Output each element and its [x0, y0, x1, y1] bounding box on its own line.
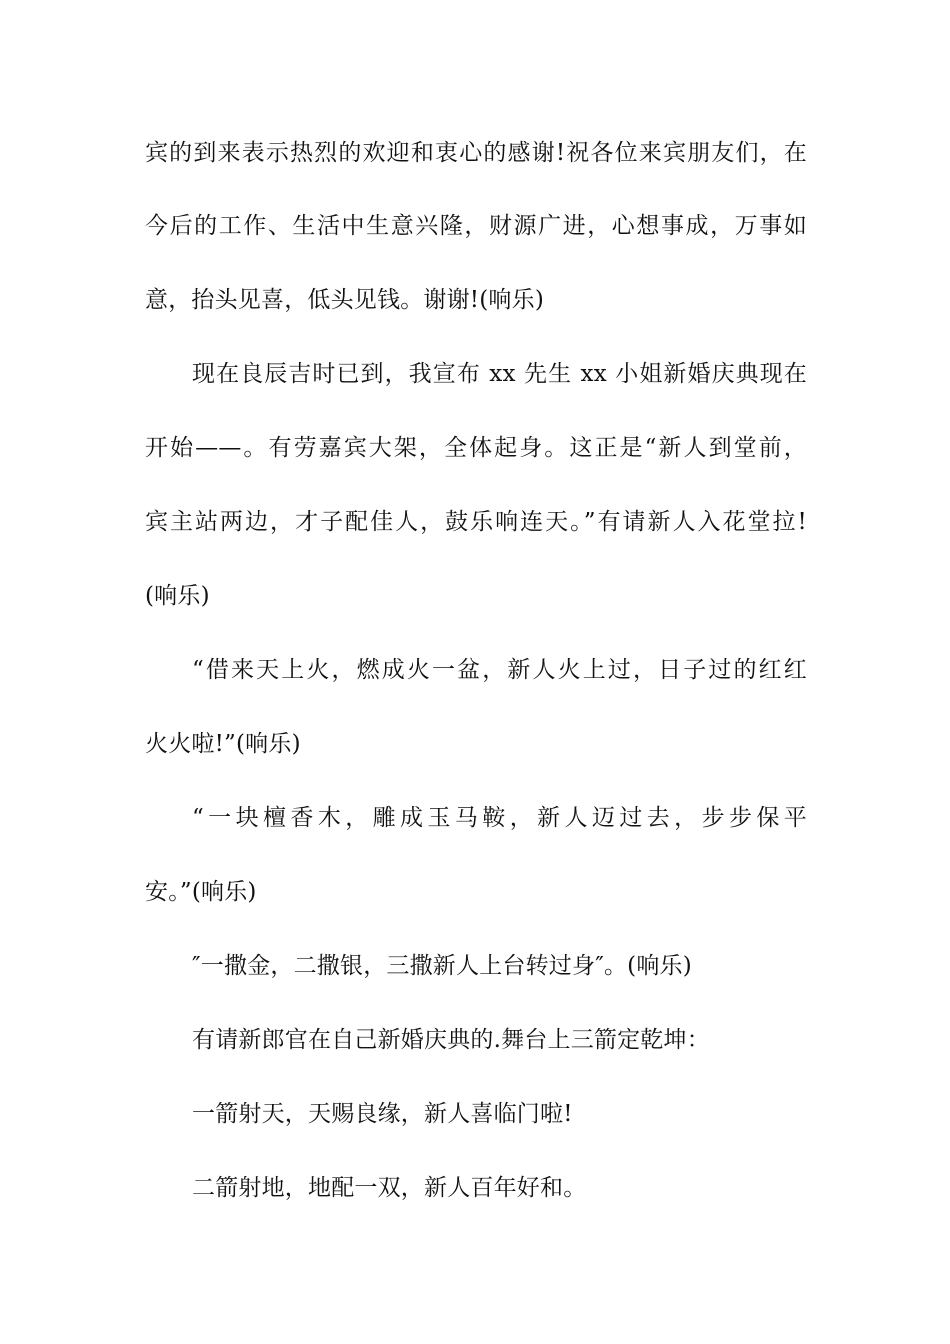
paragraph-line: (响乐) [145, 583, 210, 609]
paragraph-line: 今后的工作、生活中生意兴隆，财源广进，心想事成，万事如 [145, 213, 807, 239]
paragraph-line: ″一撒金，二撒银，三撒新人上台转过身″。(响乐) [192, 953, 692, 979]
paragraph-line: 安。”(响乐) [145, 879, 257, 905]
paragraph-line: 火火啦!”(响乐) [145, 731, 301, 757]
paragraph-line: 现在良辰吉时已到，我宣布 xx 先生 xx 小姐新婚庆典现在 [192, 361, 807, 387]
paragraph-line: 开始——。有劳嘉宾大架，全体起身。这正是“新人到堂前， [145, 435, 807, 461]
paragraph-line: 一箭射天，天赐良缘，新人喜临门啦! [192, 1101, 573, 1127]
paragraph-line: 二箭射地，地配一双，新人百年好和。 [192, 1175, 587, 1201]
paragraph-line: 宾的到来表示热烈的欢迎和衷心的感谢!祝各位来宾朋友们，在 [145, 140, 807, 166]
paragraph-line: 意，抬头见喜，低头见钱。谢谢!(响乐) [145, 287, 544, 313]
paragraph-line: “一块檀香木，雕成玉马鞍，新人迈过去，步步保平 [192, 805, 807, 831]
paragraph-line: 有请新郎官在自己新婚庆典的.舞台上三箭定乾坤： [192, 1027, 710, 1053]
paragraph-line: “借来天上火，燃成火一盆，新人火上过，日子过的红红 [192, 657, 807, 683]
paragraph-line: 宾主站两边，才子配佳人，鼓乐响连天。”有请新人入花堂拉! [145, 509, 807, 535]
